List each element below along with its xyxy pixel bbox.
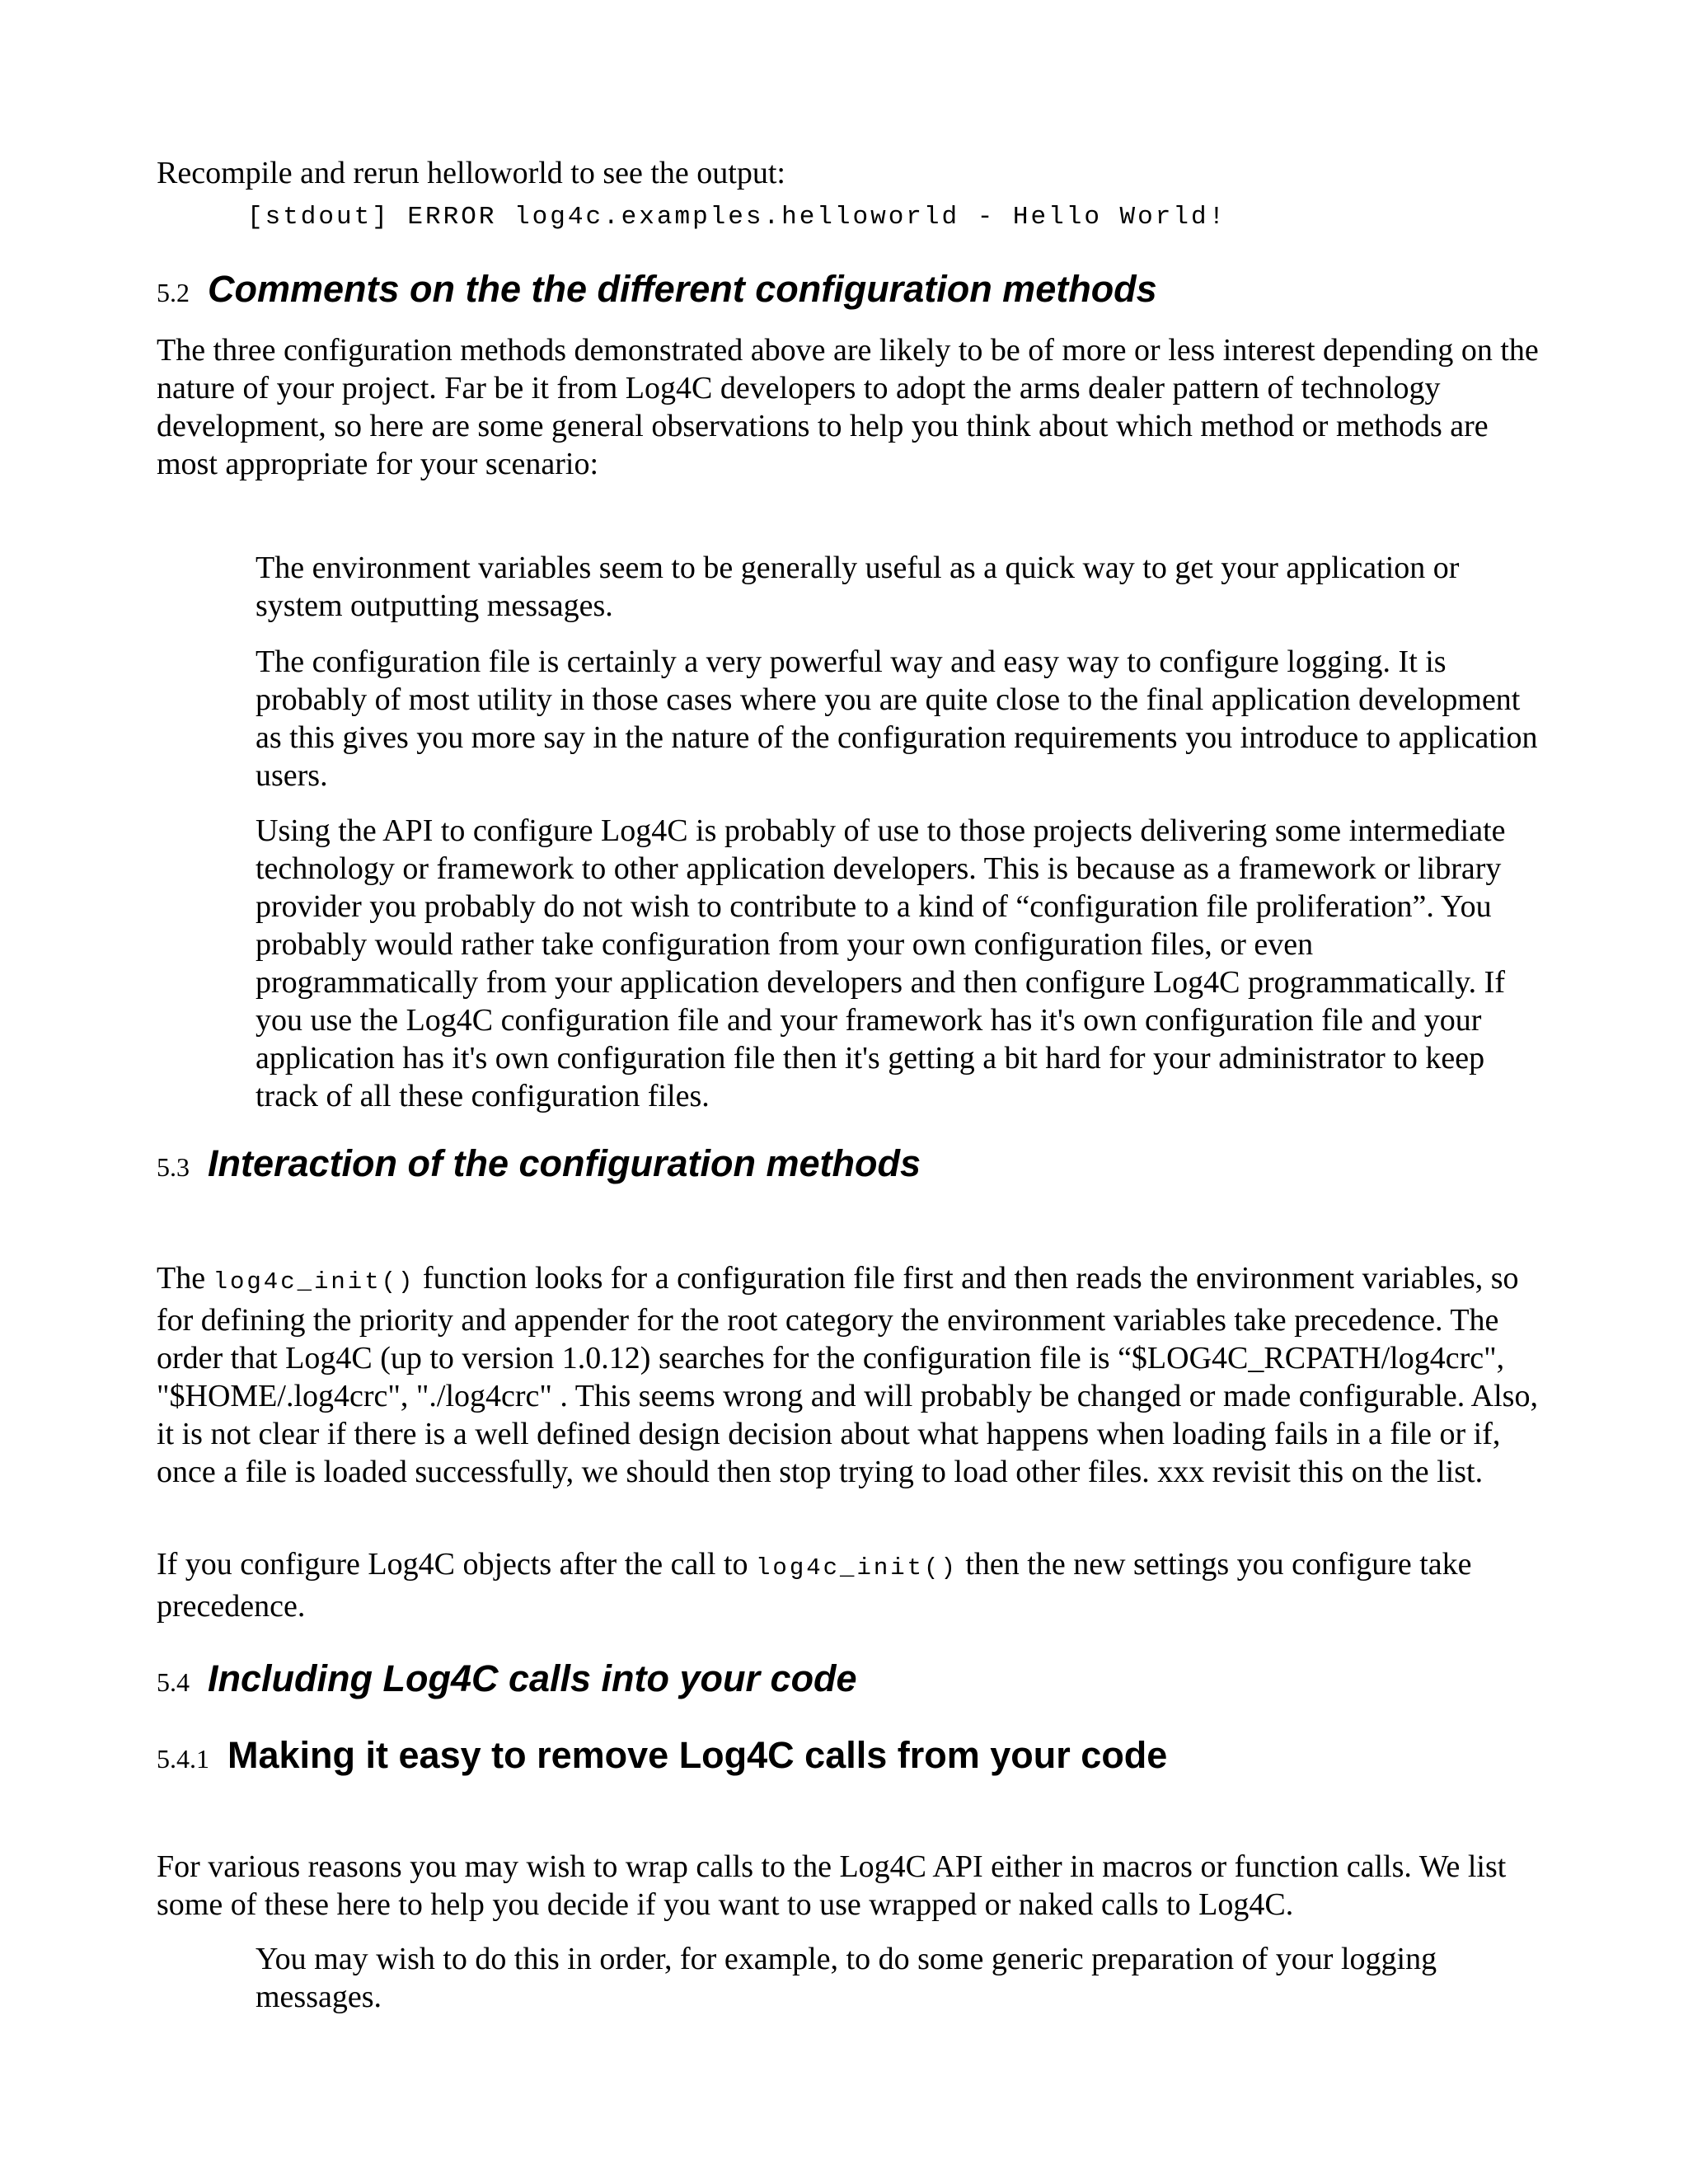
section-number: 5.2 [157, 278, 190, 307]
intro-text: Recompile and rerun helloworld to see the output: [157, 156, 785, 190]
section-heading-5-2 [157, 268, 1157, 311]
indented-paragraph: The environment variables seem to be generally useful as a quick way to get your application or system outputting messages. [256, 551, 1460, 623]
text-run: then the new settings you configure take precedence. [157, 1547, 1472, 1624]
text-run: function looks for a configuration file first and then reads the environment variables, so for defining the priority and appender for the root category the environment variables take precedence. The order that Log4C (up to version 1.0.12) searches for the configuration file is “$LOG4C_RCPATH/log4crc", "$HOME/.log4crc", "./log4crc" . This seems wrong and will probably be changed or made configurable. Also, it is not clear if there is a well defined design decision about what happens when loading fails in a file or if, once a file is loaded successfully, we should then stop trying to load other files. xxx revisit this on the list. [157, 1261, 1538, 1489]
paragraph: For various reasons you may wish to wrap calls to the Log4C API either in macros or function calls. We list some of these here to help you decide if you want to use wrapped or naked calls to Log4C. [157, 1849, 1507, 1922]
section-title: Interaction of the configuration methods [208, 1142, 921, 1184]
section-title: Including Log4C calls into your code [208, 1657, 857, 1699]
section-number: 5.4.1 [157, 1744, 209, 1774]
indented-paragraph: You may wish to do this in order, for example, to do some generic preparation of your logging messages. [256, 1942, 1437, 2014]
section-heading-5-4 [157, 1657, 857, 1700]
section-title: Comments on the the different configuration methods [208, 268, 1157, 310]
indented-paragraph: Using the API to configure Log4C is probably of use to those projects delivering some intermediate technology or framework to other application developers. This is because as a framework or library provider you probably do not wish to contribute to a kind of “configuration file proliferation”. You probably would rather take configuration from your own configuration files, or even programmatically from your application developers and then configure Log4C programmatically. If you use the Log4C configuration file and your framework has it's own configuration file and your application has it's own configuration file then it's getting a bit hard for your administrator to keep track of all these configuration files. [256, 813, 1506, 1113]
output-code-line: [stdout] ERROR log4c.examples.helloworld - Hello World! [247, 203, 1227, 232]
paragraph [157, 1545, 1541, 1625]
section-title: Making it easy to remove Log4C calls from your code [227, 1734, 1168, 1776]
paragraph: The three configuration methods demonstrated above are likely to be of more or less interest depending on the nature of your project. Far be it from Log4C developers to adopt the arms dealer pattern of technology development, so here are some general observations to help you think about which method or methods are most appropriate for your scenario: [157, 333, 1539, 481]
section-number: 5.3 [157, 1152, 190, 1182]
inline-code: log4c_init() [213, 1268, 415, 1296]
indented-paragraph: The configuration file is certainly a very powerful way and easy way to configure logging. It is probably of most utility in those cases where you are quite close to the final application development as this gives you more say in the nature of the configuration requirements you introduce to application users. [256, 644, 1538, 793]
inline-code: log4c_init() [756, 1554, 958, 1582]
section-heading-5-4-1 [157, 1734, 1167, 1777]
text-run: The [157, 1261, 213, 1296]
paragraph [157, 1259, 1541, 1491]
section-number: 5.4 [157, 1667, 190, 1697]
text-run: If you configure Log4C objects after the call to [157, 1547, 757, 1582]
section-heading-5-3 [157, 1142, 921, 1185]
